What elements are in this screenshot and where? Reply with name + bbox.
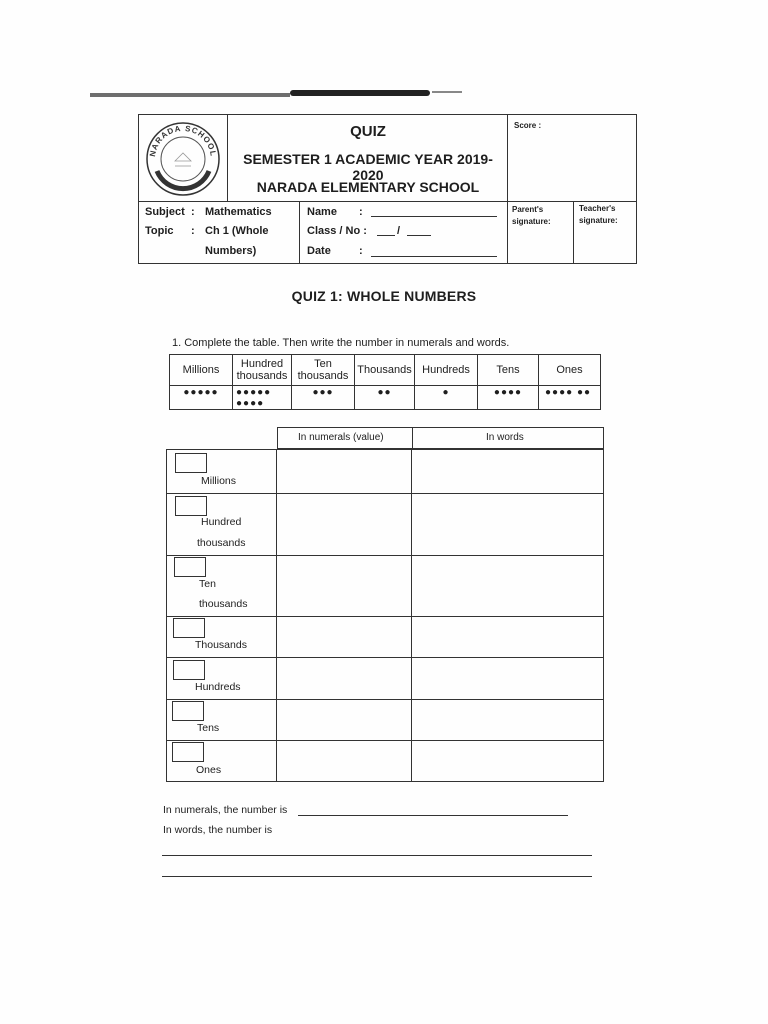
row-label-hundreds: Hundreds — [195, 681, 241, 693]
divider — [573, 201, 574, 264]
place-value-table — [169, 354, 601, 410]
divider — [227, 115, 228, 201]
header-thousands: Thousands — [357, 364, 412, 376]
instruction-text: 1. Complete the table. Then write the number in numerals and words. — [172, 337, 510, 349]
divider — [139, 201, 636, 202]
answer-box-ones[interactable] — [172, 742, 204, 762]
name-colon: : — [359, 206, 363, 218]
divider — [167, 493, 603, 494]
row-label-ones: Ones — [196, 764, 222, 776]
divider — [167, 555, 603, 556]
topic-colon: : — [191, 225, 195, 237]
row-label-hundred-thousands: Hundred — [201, 516, 242, 528]
col-words-header: In words — [486, 432, 524, 443]
school-logo — [145, 121, 221, 197]
subject-label: Subject — [145, 206, 185, 218]
divider — [167, 699, 603, 700]
class-line[interactable] — [377, 235, 395, 236]
divider — [167, 616, 603, 617]
answer-box-millions[interactable] — [175, 453, 207, 473]
divider — [507, 115, 508, 264]
scan-edge-line — [90, 93, 290, 97]
quiz-title: QUIZ 1: WHOLE NUMBERS — [291, 288, 477, 304]
answer-table — [166, 449, 604, 782]
date-line[interactable] — [371, 256, 497, 257]
header-ten-thousands: Ten thousands — [297, 358, 349, 382]
row-label-millions: Millions — [201, 475, 237, 487]
number-line[interactable] — [407, 235, 431, 236]
topic-value: Ch 1 (Whole — [205, 225, 269, 237]
divider — [167, 740, 603, 741]
row-label-hundred-thousands-cont: thousands — [197, 537, 246, 549]
scan-edge-line — [290, 90, 430, 96]
school-name: NARADA ELEMENTARY SCHOOL — [256, 179, 480, 195]
date-colon: : — [359, 245, 363, 257]
header-millions: Millions — [182, 364, 220, 376]
dots-ten-thousands: ●●● — [312, 387, 334, 398]
row-label-thousands: Thousands — [195, 639, 247, 651]
header-tens: Tens — [496, 364, 520, 376]
header-ones: Ones — [556, 364, 583, 376]
dots-tens: ●●●● — [493, 387, 523, 398]
dots-hundreds: ● — [442, 387, 450, 398]
parent-signature-label: Parent's signature: — [512, 205, 551, 226]
divider — [299, 201, 300, 264]
dots-ones: ●●●● ●● — [545, 387, 592, 398]
row-label-ten-thousands: Ten — [199, 578, 216, 590]
teacher-signature-label: Teacher's signature: — [579, 204, 618, 225]
semester-heading: SEMESTER 1 ACADEMIC YEAR 2019-2020 — [243, 151, 493, 183]
scan-edge-line — [432, 91, 462, 93]
words-prompt: In words, the number is — [163, 824, 273, 836]
dots-hundred-thousands: ●●●●● ●●●● — [236, 387, 272, 409]
name-line[interactable] — [371, 216, 497, 217]
divider — [167, 657, 603, 658]
divider — [412, 428, 413, 448]
date-label: Date — [307, 245, 331, 257]
header-box — [138, 114, 637, 264]
row-label-tens: Tens — [197, 722, 220, 734]
header-hundreds: Hundreds — [422, 364, 470, 376]
class-label: Class / No : — [307, 225, 367, 237]
numerals-answer-line[interactable] — [298, 815, 568, 816]
row-label-ten-thousands-cont: thousands — [199, 598, 248, 610]
words-answer-line[interactable] — [162, 876, 592, 877]
dots-millions: ●●●●● — [183, 387, 219, 398]
topic-label: Topic — [145, 225, 174, 237]
class-slash: / — [397, 225, 401, 237]
score-label: Score : — [514, 121, 542, 130]
numerals-prompt: In numerals, the number is — [163, 804, 288, 816]
svg-text:NARADA SCHOOL: NARADA SCHOOL — [147, 123, 218, 158]
header-hundred-thousands: Hundred thousands — [236, 358, 288, 382]
dots-thousands: ●● — [377, 387, 392, 398]
quiz-heading: QUIZ — [350, 123, 386, 140]
name-label: Name — [307, 206, 337, 218]
subject-value: Mathematics — [205, 206, 272, 218]
topic-value-cont: Numbers) — [205, 245, 257, 257]
subject-colon: : — [191, 206, 195, 218]
col-numerals-header: In numerals (value) — [298, 432, 384, 443]
words-answer-line[interactable] — [162, 855, 592, 856]
